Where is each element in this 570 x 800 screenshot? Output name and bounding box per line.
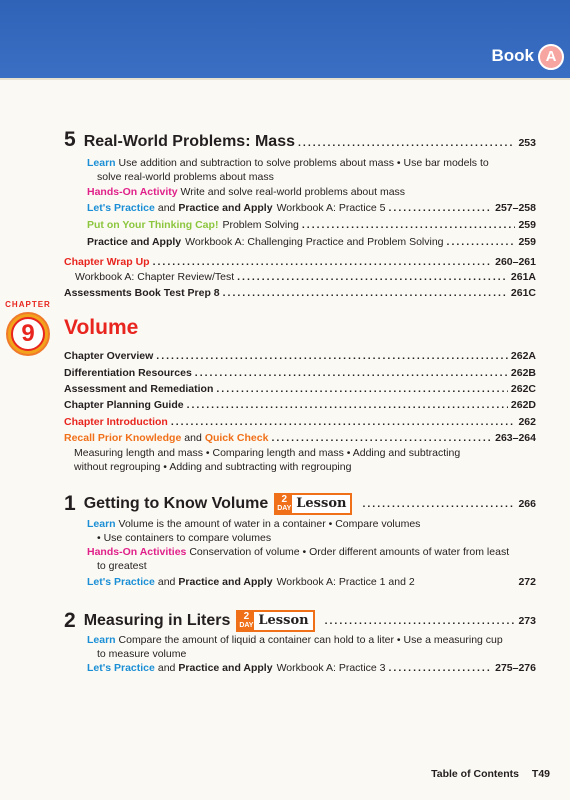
learn-label: Learn <box>87 157 116 169</box>
leader-dots <box>153 256 493 268</box>
toc-entry-label: Differentiation Resources <box>64 367 192 379</box>
lesson2-page: 273 <box>518 615 536 627</box>
and-text: and <box>157 576 176 588</box>
intro-page: 262 <box>518 416 536 428</box>
hands-on-text: Conservation of volume • Order different amounts of water from least <box>189 546 510 558</box>
learn-text-cont: • Use containers to compare volumes <box>97 532 272 544</box>
leader-dots <box>223 287 508 299</box>
chapter-circle <box>6 312 50 356</box>
hands-on-label: Hands-On Activity <box>87 186 178 198</box>
footer-page: T49 <box>531 768 550 780</box>
lesson1-title: Getting to Know Volume <box>83 495 269 512</box>
toc-entry-label: Assessment and Remediation <box>64 383 214 395</box>
lesson1-learn <box>87 517 420 545</box>
practice-apply-label: Practice and Apply <box>178 662 273 674</box>
footer-label: Table of Contents <box>431 768 519 780</box>
lesson-badge <box>274 493 352 515</box>
leader-dots <box>271 432 492 444</box>
leader-dots <box>362 498 515 510</box>
lesson2-practice <box>87 662 536 674</box>
day-count: 2 <box>243 611 250 622</box>
leader-dots <box>237 271 508 283</box>
leader-dots <box>389 662 493 674</box>
practice-text: Workbook A: Practice 5 <box>276 202 386 214</box>
practice-apply-label: Practice and Apply <box>178 576 273 588</box>
chapter-word: CHAPTER <box>5 300 51 309</box>
challenge-page: 259 <box>518 236 536 248</box>
lesson1-hands-on <box>87 545 509 573</box>
lesson1-heading <box>64 492 536 516</box>
leader-dots <box>216 383 508 395</box>
lesson1-number: 1 <box>64 492 76 515</box>
recall-label: Recall Prior Knowledge <box>64 432 182 444</box>
leader-dots <box>325 615 516 627</box>
day-word: DAY <box>277 505 292 512</box>
section5-page: 253 <box>518 137 536 149</box>
section5-title: Real-World Problems: Mass <box>83 133 295 150</box>
recall-line: Measuring length and mass • Comparing length and mass • Adding and subtracting <box>74 447 461 459</box>
toc-entry <box>64 350 536 362</box>
leader-dots <box>171 416 516 428</box>
practice-text: Workbook A: Practice 3 <box>276 662 386 674</box>
day-tag <box>238 612 254 630</box>
learn-text: Compare the amount of liquid a container can hold to a liter • Use a measuring cup <box>118 634 503 646</box>
learn-label: Learn <box>87 634 116 646</box>
toc-entry-page: 262D <box>510 399 536 411</box>
recall-page: 263–264 <box>495 432 536 444</box>
day-count: 2 <box>281 494 288 505</box>
assessment-page: 261C <box>510 287 536 299</box>
recall-description <box>74 446 460 474</box>
wrapup-entry <box>64 256 536 268</box>
hands-on-text-cont: to greatest <box>97 560 147 572</box>
learn-text: Use addition and subtraction to solve problems about mass • Use bar models to <box>118 157 489 169</box>
lesson-word: Lesson <box>254 612 312 630</box>
practice-page: 257–258 <box>495 202 536 214</box>
wrapup-label: Chapter Wrap Up <box>64 256 150 268</box>
review-entry <box>75 271 536 283</box>
section5-challenge <box>87 236 536 248</box>
challenge-label: Practice and Apply <box>87 236 182 248</box>
recall-line: without regrouping • Adding and subtracting with regrouping <box>74 461 352 473</box>
leader-dots <box>389 202 493 214</box>
lesson2-heading <box>64 609 536 633</box>
lesson1-practice <box>87 576 536 588</box>
leader-dots <box>302 219 516 231</box>
and-text: and <box>157 202 176 214</box>
book-label: Book <box>491 46 534 65</box>
toc-entry <box>64 383 536 395</box>
section5-heading <box>64 128 536 152</box>
challenge-text: Workbook A: Challenging Practice and Problem Solving <box>185 236 444 248</box>
section5-learn <box>87 156 489 184</box>
leader-dots <box>298 137 515 149</box>
lets-practice-label: Let's Practice <box>87 662 155 674</box>
learn-label: Learn <box>87 518 116 530</box>
lesson-badge <box>236 610 314 632</box>
section5-number: 5 <box>64 128 76 151</box>
intro-label: Chapter Introduction <box>64 416 168 428</box>
leader-dots <box>187 399 508 411</box>
thinking-cap-text: Problem Solving <box>222 219 299 231</box>
recall-and: and <box>184 432 202 444</box>
lesson1-page: 266 <box>518 498 536 510</box>
learn-text: Volume is the amount of water in a container • Compare volumes <box>118 518 421 530</box>
toc-entry-page: 262A <box>510 350 536 362</box>
hands-on-label: Hands-On Activities <box>87 546 187 558</box>
practice-apply-label: Practice and Apply <box>178 202 273 214</box>
chapter-number: 9 <box>11 317 45 351</box>
recall-entry <box>64 432 536 444</box>
toc-entry <box>64 399 536 411</box>
section5-hands-on <box>87 185 405 199</box>
practice-text: Workbook A: Practice 1 and 2 <box>276 576 415 588</box>
assessment-entry <box>64 287 536 299</box>
toc-entry-label: Chapter Planning Guide <box>64 399 184 411</box>
thinking-cap-page: 259 <box>518 219 536 231</box>
section5-practice <box>87 202 536 214</box>
intro-entry <box>64 416 536 428</box>
hands-on-text: Write and solve real-world problems about mass <box>180 186 406 198</box>
quick-check-label: Quick Check <box>204 432 269 444</box>
leader-dots <box>156 350 508 362</box>
book-badge: A <box>538 44 564 70</box>
lets-practice-label: Let's Practice <box>87 576 155 588</box>
assessment-text: Assessments Book Test Prep 8 <box>64 287 220 299</box>
leader-dots <box>447 236 516 248</box>
toc-entry-page: 262C <box>510 383 536 395</box>
practice-page: 275–276 <box>495 662 536 674</box>
day-word: DAY <box>239 622 254 629</box>
review-page: 261A <box>510 271 536 283</box>
toc-entry <box>64 367 536 379</box>
learn-text-cont: to measure volume <box>97 648 187 660</box>
lesson2-number: 2 <box>64 609 76 632</box>
review-text: Workbook A: Chapter Review/Test <box>75 271 235 283</box>
page-footer <box>431 768 550 780</box>
header-bar <box>0 0 570 80</box>
thinking-cap-label: Put on Your Thinking Cap! <box>87 219 219 231</box>
learn-text-cont: solve real-world problems about mass <box>97 171 274 183</box>
day-tag <box>276 495 292 513</box>
practice-page: 272 <box>518 576 536 588</box>
and-text: and <box>157 662 176 674</box>
wrapup-page: 260–261 <box>495 256 536 268</box>
chapter-title: Volume <box>64 316 139 339</box>
lets-practice-label: Let's Practice <box>87 202 155 214</box>
section5-thinking-cap <box>87 219 536 231</box>
lesson2-title: Measuring in Liters <box>83 612 231 629</box>
toc-entry-label: Chapter Overview <box>64 350 154 362</box>
lesson-word: Lesson <box>292 495 350 513</box>
toc-entry-page: 262B <box>510 367 536 379</box>
lesson2-learn <box>87 633 503 661</box>
chapter-badge <box>3 300 53 360</box>
leader-dots <box>195 367 508 379</box>
